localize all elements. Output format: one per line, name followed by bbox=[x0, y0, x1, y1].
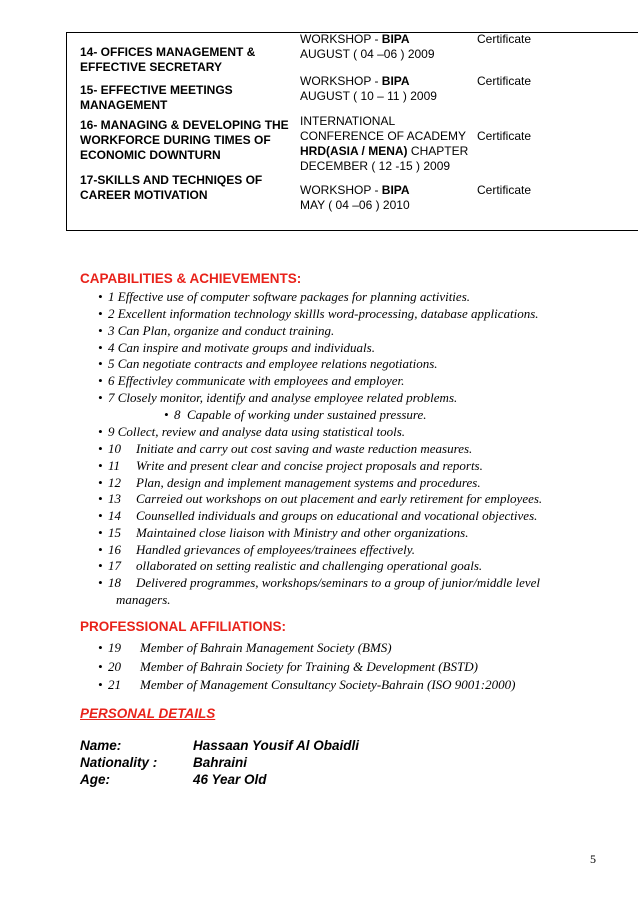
cap-item-6: • 6 Effectivley communicate with employees and employer. bbox=[98, 373, 405, 388]
affiliation-20: • 20 Member of Bahrain Society for Training & Development (BSTD) bbox=[98, 659, 478, 674]
affiliations-heading: PROFESSIONAL AFFILIATIONS: bbox=[80, 619, 287, 634]
page-number: 5 bbox=[590, 852, 596, 866]
affiliation-19: • 19 Member of Bahrain Management Society (BMS) bbox=[98, 640, 392, 655]
name-value: Hassaan Yousif Al Obaidli bbox=[193, 738, 360, 753]
cap-item-16: • 16 Handled grievances of employees/trainees effectively. bbox=[98, 542, 416, 557]
cap-item-2: • 2 Excellent information technology skillls word-processing, database applications. bbox=[98, 306, 539, 321]
cap-item-8: • 8 Capable of working under sustained pressure. bbox=[164, 407, 427, 422]
cap-item-11: • 11 Write and present clear and concise project proposals and reports. bbox=[98, 458, 483, 473]
name-label: Name: bbox=[80, 738, 122, 753]
age-label: Age: bbox=[80, 772, 110, 787]
course-14: 14- OFFICES MANAGEMENT & EFFECTIVE SECRETARY bbox=[80, 45, 256, 74]
cap-item-10: • 10 Initiate and carry out cost saving and waste reduction measures. bbox=[98, 441, 473, 456]
cap-item-3: • 3 Can Plan, organize and conduct training. bbox=[98, 323, 335, 338]
cap-item-12: • 12 Plan, design and implement management systems and procedures. bbox=[98, 475, 481, 490]
capabilities-heading: CAPABILITIES & ACHIEVEMENTS: bbox=[80, 271, 302, 286]
cap-item-15: • 15 Maintained close liaison with Ministry and other organizations. bbox=[98, 525, 469, 540]
provider-17: WORKSHOP - BIPA MAY ( 04 –06 ) 2010 bbox=[300, 183, 410, 212]
award-15: Certificate bbox=[477, 74, 532, 88]
award-14: Certificate bbox=[477, 32, 532, 46]
cap-item-1: • 1 Effective use of computer software packages for planning activities. bbox=[98, 289, 471, 304]
cap-item-18: • 18 Delivered programmes, workshops/seminars to a group of junior/middle level bbox=[98, 575, 541, 590]
provider-14: WORKSHOP - BIPA AUGUST ( 04 –06 ) 2009 bbox=[300, 32, 435, 61]
course-16: 16- MANAGING & DEVELOPING THE WORKFORCE DURING TIMES OF ECONOMIC DOWNTURN bbox=[80, 118, 289, 162]
cap-item-4: • 4 Can inspire and motivate groups and individuals. bbox=[98, 340, 375, 355]
provider-16: INTERNATIONAL CONFERENCE OF ACADEMY HRD(ASIA / MENA) CHAPTER DECEMBER ( 12 -15 ) 2009 bbox=[300, 114, 469, 173]
course-15: 15- EFFECTIVE MEETINGS MANAGEMENT bbox=[80, 83, 233, 112]
table-bottom-rule bbox=[66, 230, 638, 231]
cap-item-7: • 7 Closely monitor, identify and analyse employee related problems. bbox=[98, 390, 458, 405]
cap-item-17: • 17 ollaborated on setting realistic and challenging operational goals. bbox=[98, 558, 483, 573]
provider-15: WORKSHOP - BIPA AUGUST ( 10 – 11 ) 2009 bbox=[300, 74, 437, 103]
affiliation-21: • 21 Member of Management Consultancy Society-Bahrain (ISO 9001:2000) bbox=[98, 677, 516, 692]
table-left-rule bbox=[66, 32, 67, 231]
personal-heading: PERSONAL DETAILS bbox=[80, 706, 216, 721]
course-17: 17-SKILLS AND TECHNIQES OF CAREER MOTIVATION bbox=[80, 173, 263, 202]
award-16: Certificate bbox=[477, 129, 532, 143]
cap-item-14: • 14 Counselled individuals and groups on educational and vocational objectives. bbox=[98, 508, 538, 523]
cap-item-13: • 13 Carreied out workshops on out placement and early retirement for employees. bbox=[98, 491, 543, 506]
nationality-value: Bahraini bbox=[193, 755, 248, 770]
cap-item-18-cont: managers. bbox=[116, 592, 171, 607]
nationality-label: Nationality : bbox=[80, 755, 158, 770]
age-value: 46 Year Old bbox=[193, 772, 267, 787]
cap-item-5: • 5 Can negotiate contracts and employee relations negotiations. bbox=[98, 356, 438, 371]
cap-item-9: • 9 Collect, review and analyse data using statistical tools. bbox=[98, 424, 406, 439]
award-17: Certificate bbox=[477, 183, 532, 197]
